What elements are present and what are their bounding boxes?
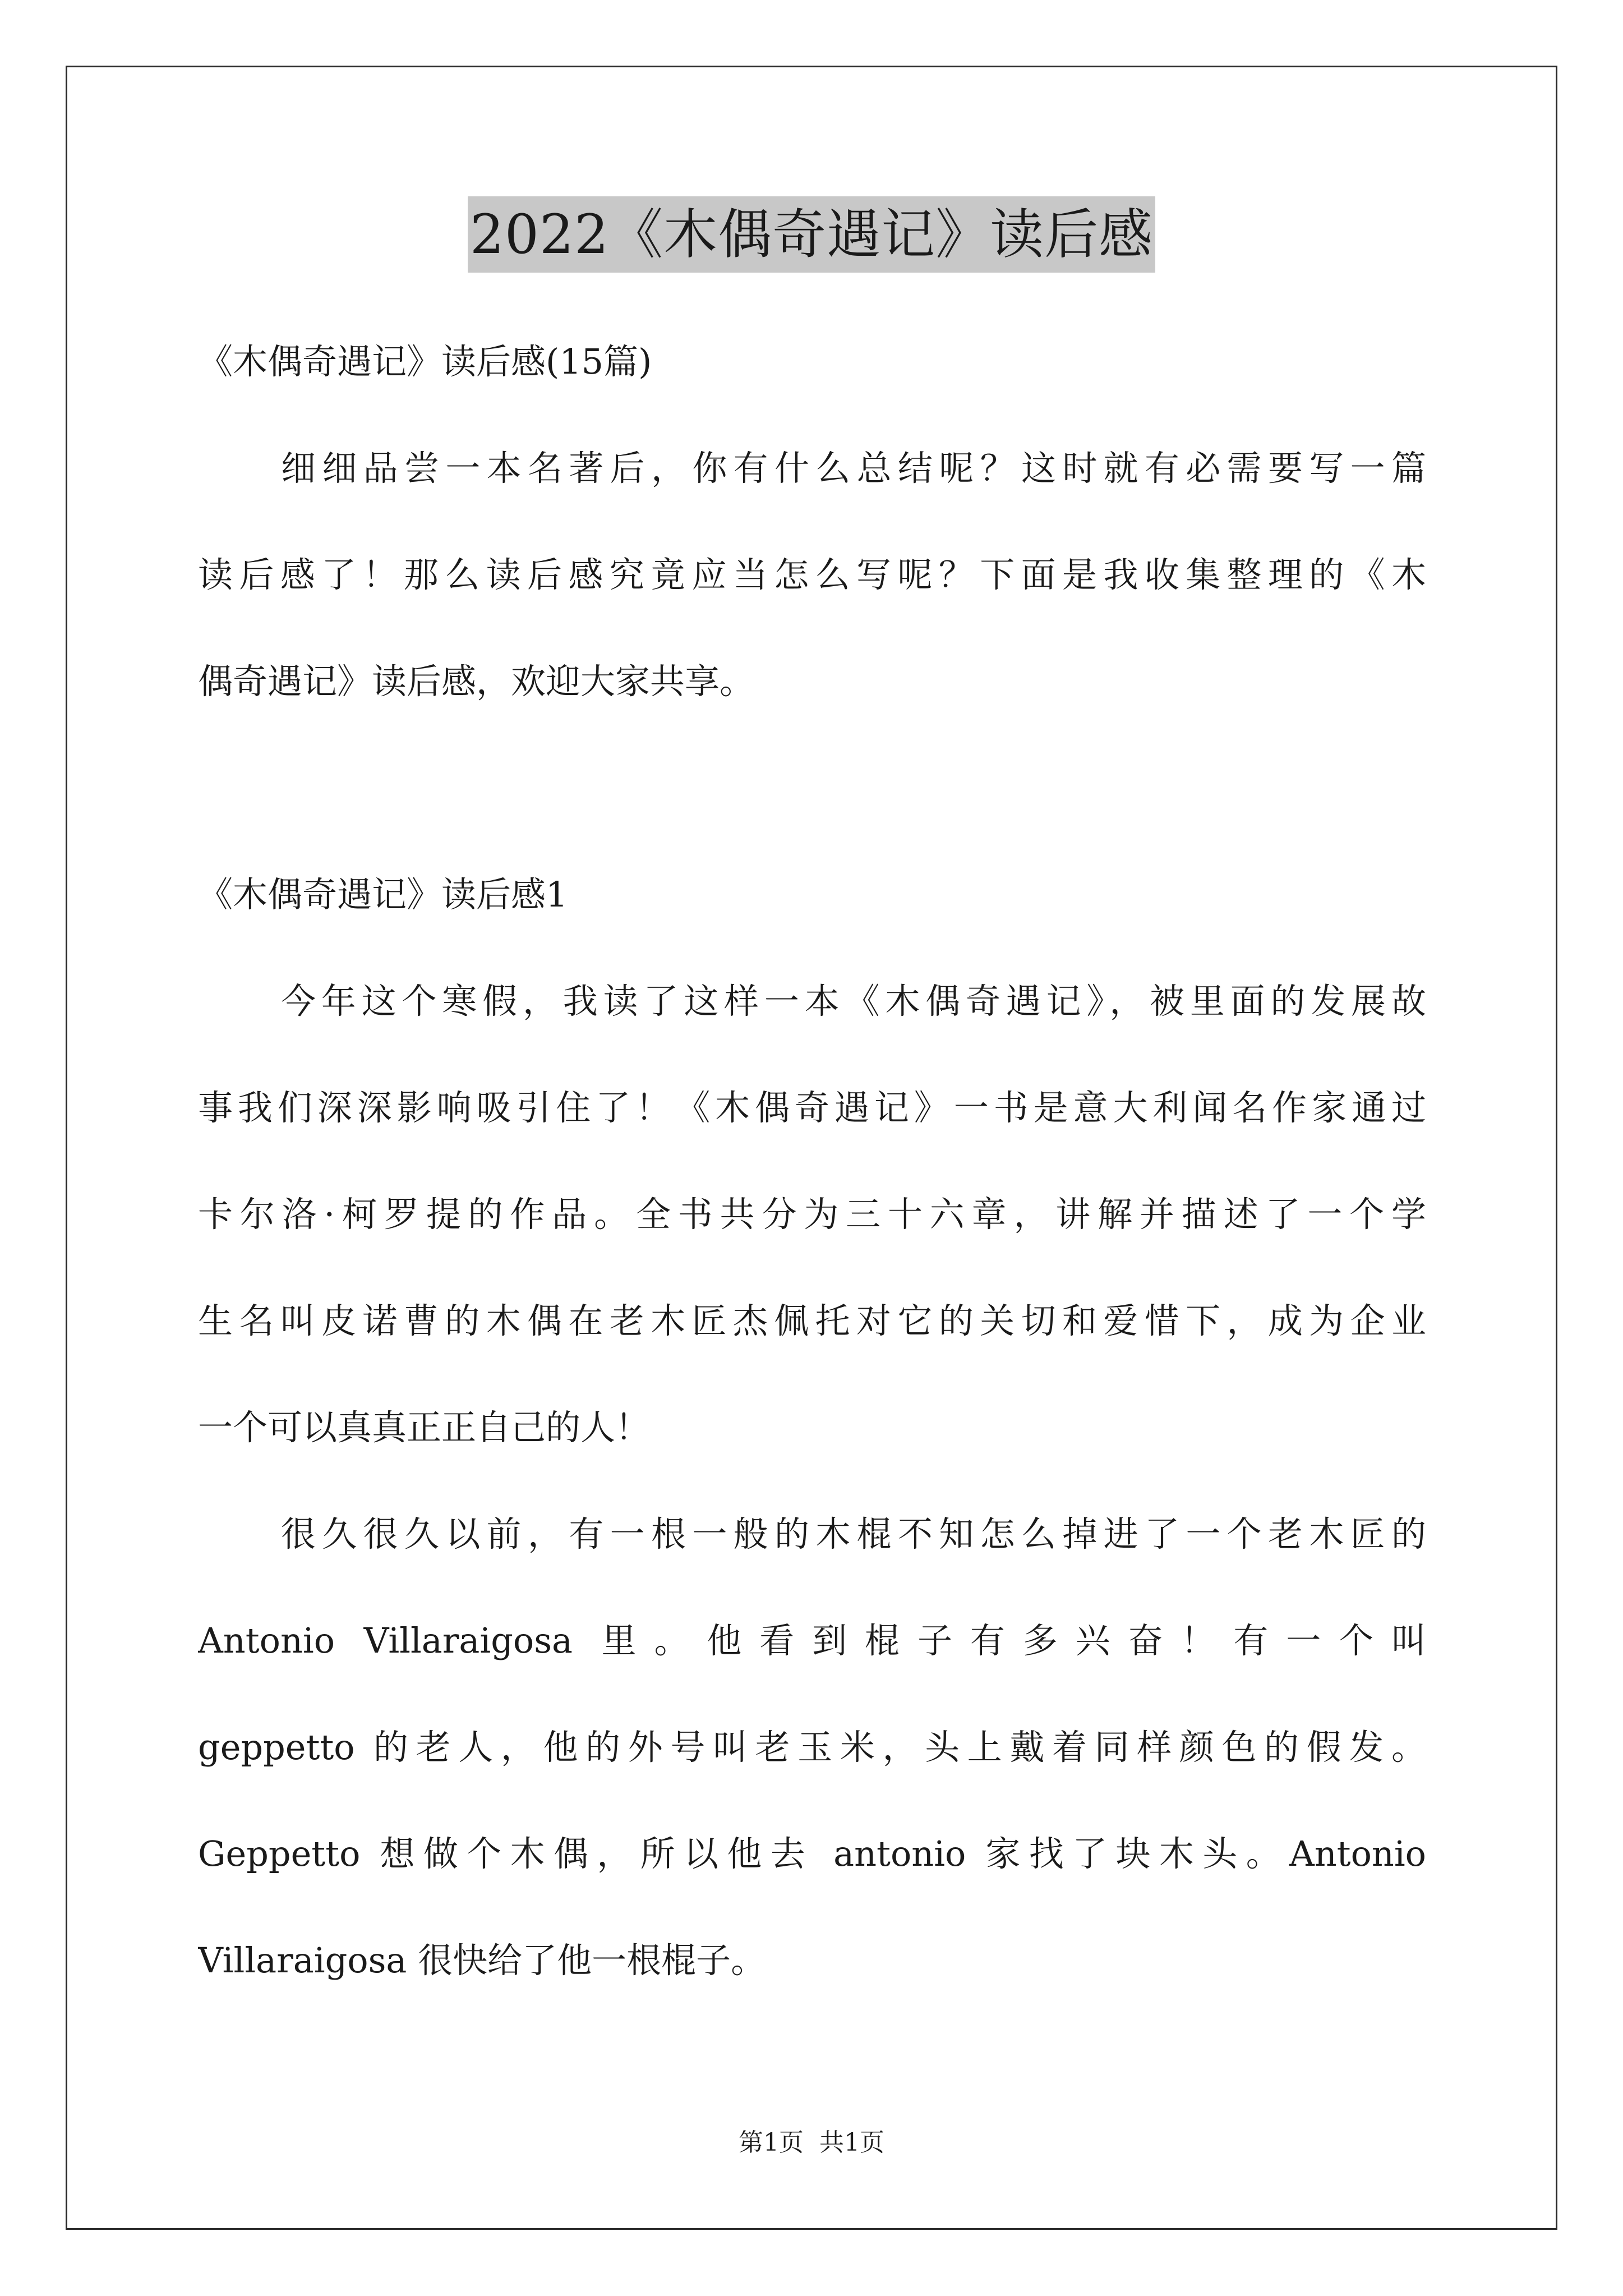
paragraph-line: 一个可以真真正正自己的人！ <box>198 1407 651 1448</box>
title-container <box>0 196 1623 273</box>
paragraph-line: Villaraigosa 很快给了他一根棍子。 <box>198 1940 766 1981</box>
page-number-current: 第1页 <box>739 2128 804 2157</box>
document-body <box>198 309 1426 2014</box>
paragraph-line: 事我们深深影响吸引住了！《木偶奇遇记》一书是意大利闻名作家通过 <box>198 1087 1426 1128</box>
page-number-total: 共1页 <box>819 2128 884 2157</box>
paragraph-line: geppetto 的老人，他的外号叫老玉米，头上戴着同样颜色的假发。 <box>198 1727 1426 1768</box>
document-title: 2022《木偶奇遇记》读后感 <box>468 196 1155 273</box>
intro-line: 读后感了！那么读后感究竟应当怎么写呢？下面是我收集整理的《木 <box>198 554 1426 595</box>
paragraph-line: 生名叫皮诺曹的木偶在老木匠杰佩托对它的关切和爱惜下，成为企业 <box>198 1300 1426 1341</box>
paragraph-line: Geppetto 想做个木偶，所以他去 antonio 家找了块木头。Antonio <box>198 1833 1426 1874</box>
section-heading: 《木偶奇遇记》读后感1 <box>198 874 568 915</box>
paragraph-line: Antonio Villaraigosa 里。他看到棍子有多兴奋！有一个叫 <box>198 1620 1426 1661</box>
paragraph-line: 今年这个寒假，我读了这样一本《木偶奇遇记》，被里面的发展故 <box>281 981 1426 1022</box>
paragraph-line: 卡尔洛·柯罗提的作品。全书共分为三十六章，讲解并描述了一个学 <box>198 1194 1426 1235</box>
page-footer <box>0 2126 1623 2160</box>
intro-line: 细细品尝一本名著后，你有什么总结呢？这时就有必需要写一篇 <box>281 448 1426 489</box>
document-subtitle: 《木偶奇遇记》读后感(15篇) <box>198 341 652 382</box>
blank-line <box>198 735 1426 841</box>
paragraph-line: 很久很久以前，有一根一般的木棍不知怎么掉进了一个老木匠的 <box>281 1513 1426 1554</box>
intro-line: 偶奇遇记》读后感，欢迎大家共享。 <box>198 661 755 702</box>
